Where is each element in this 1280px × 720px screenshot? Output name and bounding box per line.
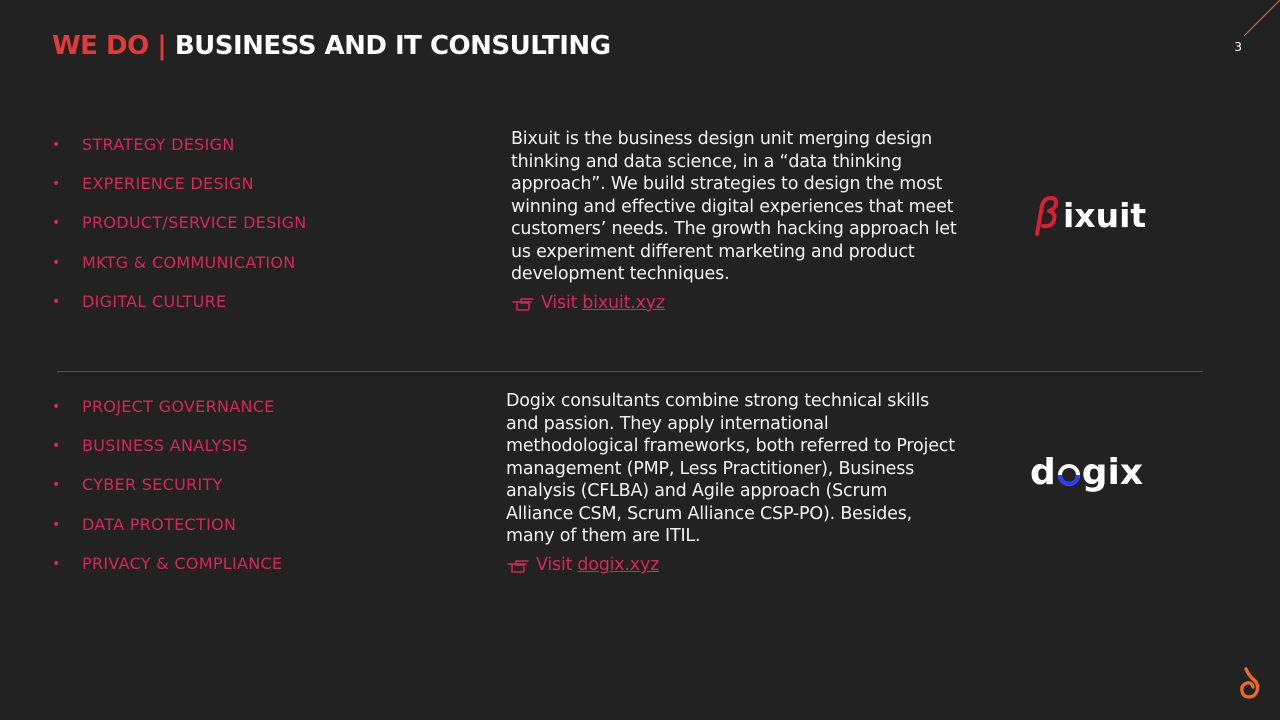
list-item [52, 253, 307, 292]
bullet-label: EXPERIENCE DESIGN [82, 174, 254, 194]
list-item [52, 475, 282, 514]
slide-title [52, 31, 611, 61]
dogix-logo [1030, 449, 1143, 495]
section-divider [57, 371, 1203, 372]
dogix-service-list [52, 397, 282, 593]
list-item [52, 174, 307, 213]
corner-decoration [1240, 0, 1280, 40]
dogix-link[interactable]: dogix.xyz [577, 555, 660, 575]
bullet-icon: • [52, 137, 61, 153]
dogix-description: Dogix consultants combine strong technical skills and passion. They apply international methodological frameworks, both referred to Project management (PMP, Less Practitioner), Business analysis (CFLBA) and Agile approach (Scrum Alliance CSM, Scrum Alliance CSP-PO). Besides, many of them are ITIL. [506, 391, 955, 546]
dogix-logo-text [1030, 452, 1143, 493]
bullet-icon: • [52, 254, 61, 271]
bullet-icon: • [52, 477, 61, 494]
list-item [52, 436, 282, 475]
list-item [52, 515, 282, 554]
bixuit-visit [511, 293, 665, 313]
bullet-icon: • [52, 176, 61, 193]
bullet-icon: • [52, 215, 61, 232]
bullet-icon: • [52, 516, 61, 533]
bixuit-beta-mark-icon [1034, 194, 1060, 236]
bullet-label: BUSINESS ANALYSIS [82, 436, 248, 456]
list-item [52, 397, 282, 436]
bullet-label: DATA PROTECTION [82, 514, 237, 534]
bullet-icon: • [52, 438, 61, 455]
list-item [52, 554, 282, 593]
list-item [52, 213, 307, 252]
dogix-visit [506, 555, 659, 575]
bixuit-description: Bixuit is the business design unit merging design thinking and data science, in a “data thinking approach”. We build strategies to design the most winning and effective digital experiences that meet customers’ needs. The growth hacking approach let us experiment different marketing and product development techniques. [511, 129, 957, 284]
list-item [52, 292, 307, 331]
bullet-label: CYBER SECURITY [82, 475, 223, 495]
bullet-label: PRODUCT/SERVICE DESIGN [82, 213, 307, 233]
bullet-label: DIGITAL CULTURE [82, 291, 227, 311]
visit-label: Visit [541, 293, 578, 313]
bixuit-link[interactable]: bixuit.xyz [582, 293, 665, 313]
bullet-icon: • [52, 399, 61, 415]
dogix-logo-left: d [1030, 451, 1056, 493]
title-main: BUSINESS AND IT CONSULTING [174, 31, 611, 61]
bixuit-logo [1034, 192, 1146, 238]
brand-mark-icon [1238, 666, 1262, 700]
title-separator: | [157, 31, 167, 61]
page-number: 3 [1234, 40, 1242, 54]
pointing-hand-icon [511, 294, 537, 312]
dogix-o-mark-icon [1057, 463, 1081, 487]
bullet-label: MKTG & COMMUNICATION [82, 252, 296, 272]
title-accent: WE DO [52, 31, 149, 61]
pointing-hand-icon [506, 556, 532, 574]
list-item [52, 135, 307, 174]
bixuit-logo-text: ixuit [1063, 195, 1147, 235]
bullet-label: PRIVACY & COMPLIANCE [82, 553, 283, 573]
bullet-label: STRATEGY DESIGN [82, 135, 235, 154]
bullet-icon: • [52, 555, 61, 572]
bixuit-service-list [52, 135, 307, 331]
visit-label: Visit [536, 555, 573, 575]
bullet-label: PROJECT GOVERNANCE [82, 397, 275, 416]
dogix-logo-right: gix [1081, 451, 1144, 493]
bullet-icon: • [52, 293, 61, 310]
